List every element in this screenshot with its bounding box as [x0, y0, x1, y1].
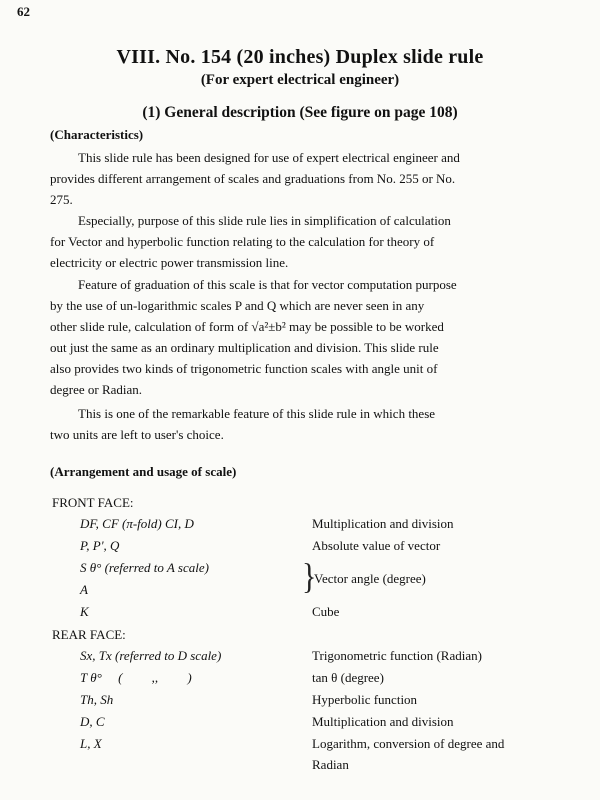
text-line: by the use of un-logarithmic scales P and Q which are never seen in any: [50, 298, 425, 313]
scale-row: [0, 538, 600, 558]
scale-name: A: [80, 582, 88, 597]
arrangement-label: (Arrangement and usage of scale): [50, 464, 237, 479]
paragraph-3: [50, 274, 570, 400]
text-line: degree or Radian.: [50, 382, 143, 397]
paragraph-2: [50, 210, 570, 273]
scale-name: P, P', Q: [80, 538, 120, 553]
scale-name: Sx, Tx (referred to D scale): [80, 648, 222, 663]
scale-usage: Multiplication and division: [312, 516, 454, 531]
scale-name: S θ° (referred to A scale): [80, 560, 209, 575]
scale-name: DF, CF (π-fold) CI, D: [80, 516, 194, 531]
text-line: also provides two kinds of trigonometric function scales with angle unit of: [50, 361, 438, 376]
text-line: out just the same as an ordinary multiplication and division. This slide rule: [50, 340, 439, 355]
section-figure-reference: (See figure on page 108): [299, 104, 458, 121]
scale-name: L, X: [80, 736, 102, 751]
scale-usage: Multiplication and division: [312, 714, 454, 729]
scale-row: [0, 582, 600, 602]
scale-usage: Cube: [312, 604, 340, 619]
scale-name: D, C: [80, 714, 105, 729]
scale-row: [0, 516, 600, 536]
scale-usage: Vector angle (degree): [314, 571, 426, 586]
text-line: Especially, purpose of this slide rule lies in simplification of calculation: [78, 213, 451, 228]
scale-name: T θ° ( ,, ): [80, 670, 192, 685]
scale-usage-continued: Radian: [312, 757, 349, 772]
scale-row: [0, 714, 600, 734]
scale-usage: Hyperbolic function: [312, 692, 418, 707]
scale-usage: Absolute value of vector: [312, 538, 441, 553]
brace-bracket: }: [302, 556, 317, 597]
section-heading: [0, 104, 600, 122]
text-line: two units are left to user's choice.: [50, 427, 224, 442]
text-line: electricity or electric power transmission line.: [50, 255, 289, 270]
text-line: Feature of graduation of this scale is that for vector computation purpose: [78, 277, 457, 292]
scale-usage-row: [0, 757, 600, 777]
scale-name: Th, Sh: [80, 692, 114, 707]
scale-row: [0, 736, 600, 756]
text-line: for Vector and hyperbolic function relating to the calculation for theory of: [50, 234, 435, 249]
paragraph-4: [50, 403, 570, 445]
text-line: provides different arrangement of scales and graduations from No. 255 or No.: [50, 171, 456, 186]
paragraph-1: [50, 147, 570, 210]
scale-usage: tan θ (degree): [312, 670, 384, 685]
scale-row: [0, 604, 600, 624]
scale-row: [0, 670, 600, 690]
text-line: 275.: [50, 192, 73, 207]
scale-row: [0, 648, 600, 668]
text-line: This slide rule has been designed for use of expert electrical engineer and: [78, 150, 460, 165]
scale-row: [0, 692, 600, 712]
text-line: This is one of the remarkable feature of this slide rule in which these: [78, 406, 436, 421]
chapter-title: VIII. No. 154 (20 inches) Duplex slide rule: [116, 46, 484, 68]
chapter-subtitle: (For expert electrical engineer): [200, 72, 400, 88]
characteristics-label: (Characteristics): [50, 127, 144, 142]
text-line: other slide rule, calculation of form of √a²±b² may be possible to be worked: [50, 319, 444, 334]
scale-name: K: [80, 604, 89, 619]
front-face-label: FRONT FACE:: [52, 495, 134, 510]
page-number: 62: [17, 4, 30, 19]
rear-face-label: REAR FACE:: [52, 627, 126, 642]
scale-usage: Trigonometric function (Radian): [312, 648, 482, 663]
section-title: (1) General description: [142, 104, 296, 121]
scale-usage: Logarithm, conversion of degree and: [312, 736, 505, 751]
